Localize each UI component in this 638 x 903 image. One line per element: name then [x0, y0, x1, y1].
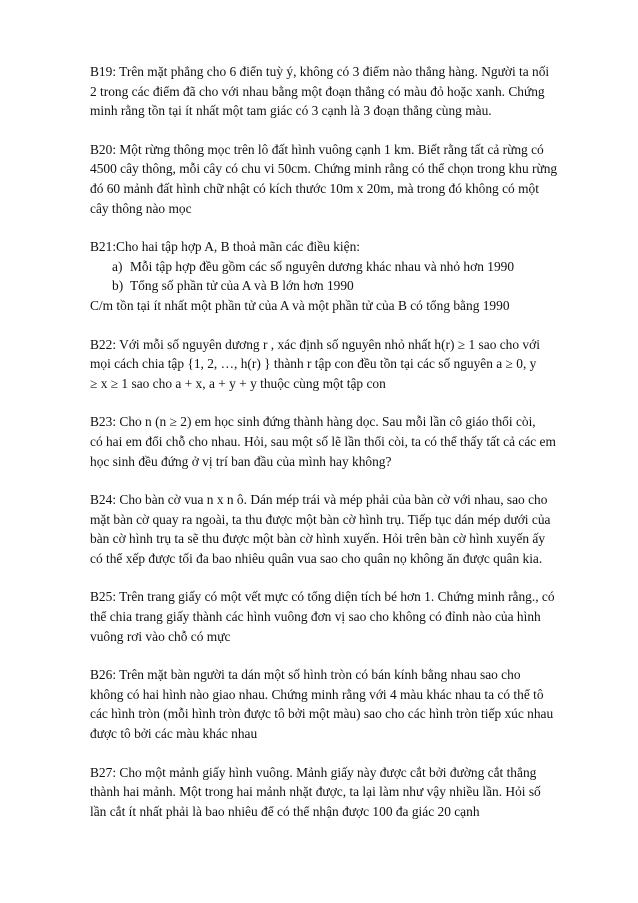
problem-b22 — [90, 335, 580, 394]
problem-line: B22: Với mỗi số nguyên dương r , xác định số nguyên nhỏ nhất h(r) ≥ 1 sao cho với — [90, 336, 540, 352]
problem-line: B25: Trên trang giấy có một vết mực có tổng diện tích bé hơn 1. Chứng minh rằng., có — [90, 589, 555, 605]
problem-b19 — [90, 62, 580, 121]
problem-line: B20: Một rừng thông mọc trên lô đất hình vuông cạnh 1 km. Biết rằng tất cả rừng có — [90, 141, 544, 157]
problem-b26 — [90, 665, 580, 743]
list-item — [90, 276, 580, 296]
problem-b21 — [90, 237, 580, 315]
problem-line: B26: Trên mặt bàn người ta dán một số hình tròn có bán kính bằng nhau sao cho — [90, 667, 521, 683]
problem-line: B24: Cho bàn cờ vua n x n ô. Dán mép trái và mép phải của bàn cờ với nhau, sao cho — [90, 492, 548, 508]
problem-line: B23: Cho n (n ≥ 2) em học sinh đứng thành hàng dọc. Sau mỗi lần cô giáo thổi còi, — [90, 414, 536, 430]
problem-line: có thể xếp được tối đa bao nhiêu quân vua sao cho quân nọ không ăn được quân kia. — [90, 550, 543, 566]
list-item-text: Tổng số phần tử của A và B lớn hơn 1990 — [130, 278, 354, 294]
problem-line: không có hai hình nào giao nhau. Chứng minh rằng với 4 màu khác nhau ta có thể tô — [90, 686, 544, 702]
problem-b23 — [90, 412, 580, 471]
problem-outro: C/m tồn tại ít nhất một phần tử của A và một phần tử của B có tổng bằng 1990 — [90, 297, 510, 313]
list-marker: a) — [112, 258, 123, 274]
problem-line: đó 60 mảnh đất hình chữ nhật có kích thước 10m x 20m, mà trong đó không có một — [90, 180, 539, 196]
problem-line: B19: Trên mặt phẳng cho 6 điển tuỳ ý, không có 3 điểm nào thẳng hàng. Người ta nối — [90, 64, 550, 79]
problem-b25 — [90, 587, 580, 646]
problem-b20 — [90, 140, 580, 218]
list-item-text: Mỗi tập hợp đều gồm các số nguyên dương khác nhau và nhỏ hơn 1990 — [130, 258, 515, 274]
problem-line: thể chia trang giấy thành các hình vuông đơn vị sao cho không có đỉnh nào của hình — [90, 609, 541, 625]
problem-line: vuông rơi vào chỗ có mực — [90, 628, 231, 644]
problem-line: có hai em đổi chỗ cho nhau. Hỏi, sau một số lẽ lần thổi còi, ta có thể thấy tất cả các em — [90, 433, 556, 449]
problem-line: ≥ x ≥ 1 sao cho a + x, a + y + y thuộc cùng một tập con — [90, 375, 386, 391]
problem-line: bàn cờ hình trụ ta sẽ thu được một bàn cờ hình xuyến. Hỏi trên bàn cờ hình xuyến ấy — [90, 531, 546, 547]
problem-line: B27: Cho một mảnh giấy hình vuông. Mảnh giấy này được cắt bởi đường cắt thẳng — [90, 764, 537, 780]
problem-line: 2 trong các điểm đã cho với nhau bằng một đoạn thẳng có màu đỏ hoặc xanh. Chứng — [90, 83, 545, 99]
list-item — [90, 257, 580, 277]
problem-line: các hình tròn (mỗi hình tròn được tô bởi một màu) sao cho các hình tròn tiếp xúc nhau — [90, 706, 554, 722]
problem-line: học sinh đều đứng ở vị trí ban đầu của mình hay không? — [90, 453, 392, 469]
problem-b27 — [90, 763, 580, 822]
problem-line: minh rằng tồn tại ít nhất một tam giác có 3 cạnh là 3 đoạn thẳng cùng màu. — [90, 103, 492, 119]
problem-line: 4500 cây thông, mỗi cây có chu vi 50cm. Chứng minh rằng có thể chọn trong khu rừng — [90, 161, 558, 177]
problem-line: mặt bàn cờ quay ra ngoài, ta thu được một bàn cờ hình trụ. Tiếp tục dán mép dưới của — [90, 511, 551, 527]
problem-line: lần cắt ít nhất phải là bao nhiêu để có thể nhận được 100 đa giác 20 cạnh — [90, 803, 480, 819]
problem-line: được tô bởi các màu khác nhau — [90, 726, 258, 742]
problem-intro: B21:Cho hai tập hợp A, B thoả mãn các điều kiện: — [90, 239, 361, 255]
problem-line: mọi cách chia tập {1, 2, …, h(r) } thành r tập con đều tồn tại các số nguyên a ≥ 0, y — [90, 356, 537, 372]
problem-b24 — [90, 490, 580, 568]
list-marker: b) — [112, 278, 124, 294]
problem-line: cây thông nào mọc — [90, 200, 192, 216]
problem-line: thành hai mảnh. Một trong hai mảnh nhặt được, ta lại làm như vậy nhiều lần. Hỏi số — [90, 784, 541, 800]
